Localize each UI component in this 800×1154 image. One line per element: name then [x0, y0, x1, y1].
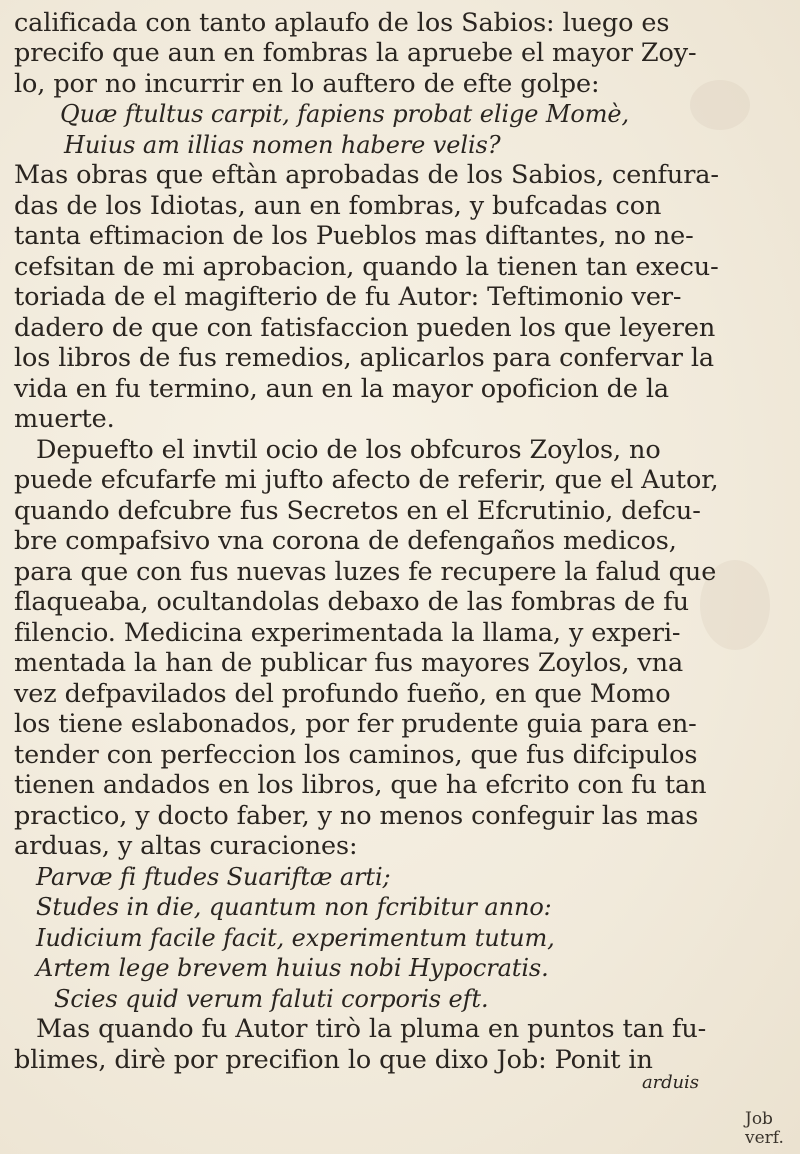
- text-line: das de los Idiotas, aun en fombras, y bufcadas con: [14, 191, 662, 221]
- verse-line: Scies quid verum faluti corporis eft.: [54, 985, 489, 1013]
- text-line: tender con perfeccion los caminos, que fus difcipulos: [14, 740, 698, 770]
- text-line: arduas, y altas curaciones:: [14, 831, 358, 861]
- catchword: arduis: [642, 1072, 699, 1093]
- paragraph-start-line: Depuefto el invtil ocio de los obfcuros Zoylos, no: [36, 435, 661, 465]
- text-line: tienen andados en los libros, que ha efcrito con fu tan: [14, 770, 707, 800]
- text-line: vez defpavilados del profundo fueño, en que Momo: [14, 679, 671, 709]
- text-line: tanta eftimacion de los Pueblos mas diftantes, no ne-: [14, 221, 694, 251]
- text-line: quando defcubre fus Secretos en el Efcrutinio, defcu-: [14, 496, 701, 526]
- text-line: los tiene eslabonados, por fer prudente guia para en-: [14, 709, 697, 739]
- paper-stain: [690, 80, 750, 130]
- text-line: dadero de que con fatisfaccion pueden los que leyeren: [14, 313, 716, 343]
- verse-line: Artem lege brevem huius nobi Hypocratis.: [36, 954, 549, 982]
- text-line: calificada con tanto aplaufo de los Sabios: luego es: [14, 8, 670, 38]
- text-line: cefsitan de mi aprobacion, quando la tienen tan execu-: [14, 252, 719, 282]
- text-line: practico, y docto faber, y no menos confeguir las mas: [14, 801, 699, 831]
- text-line: lo, por no incurrir en lo auftero de efte golpe:: [14, 69, 600, 99]
- text-line: puede efcufarfe mi jufto afecto de referir, que el Autor,: [14, 465, 719, 495]
- verse-line: Parvæ fi ftudes Suariftæ arti;: [36, 863, 391, 891]
- text-line: toriada de el magifterio de fu Autor: Teftimonio ver-: [14, 282, 682, 312]
- text-line: blimes, dirè por precifion lo que dixo Job: Ponit in: [14, 1045, 653, 1075]
- text-line: bre compafsivo vna corona de defengaños medicos,: [14, 526, 677, 556]
- margin-note: [745, 1110, 784, 1148]
- verse-line: Quæ ftultus carpit, fapiens probat elige Momè,: [60, 100, 630, 128]
- verse-line: Huius am illias nomen habere velis?: [64, 131, 501, 159]
- text-line: vida en fu termino, aun en la mayor opoficion de la: [14, 374, 670, 404]
- verse-line: Studes in die, quantum non fcribitur anno:: [36, 893, 552, 921]
- text-line: flaqueaba, ocultandolas debaxo de las fombras de fu: [14, 587, 689, 617]
- text-line: muerte.: [14, 404, 115, 434]
- margin-note-line: Job: [745, 1109, 773, 1129]
- text-line: precifo que aun en fombras la apruebe el mayor Zoy-: [14, 38, 697, 68]
- text-line: mentada la han de publicar fus mayores Zoylos, vna: [14, 648, 684, 678]
- text-line: para que con fus nuevas luzes fe recupere la falud que: [14, 557, 717, 587]
- text-line: Mas obras que eftàn aprobadas de los Sabios, cenfura-: [14, 160, 719, 190]
- margin-note-line: verf.: [745, 1128, 784, 1148]
- verse-line: Iudicium facile facit, experimentum tutum,: [36, 924, 555, 952]
- text-line: los libros de fus remedios, aplicarlos para confervar la: [14, 343, 714, 373]
- text-line: filencio. Medicina experimentada la llama, y experi-: [14, 618, 681, 648]
- text-line: Mas quando fu Autor tirò la pluma en puntos tan fu-: [36, 1014, 707, 1044]
